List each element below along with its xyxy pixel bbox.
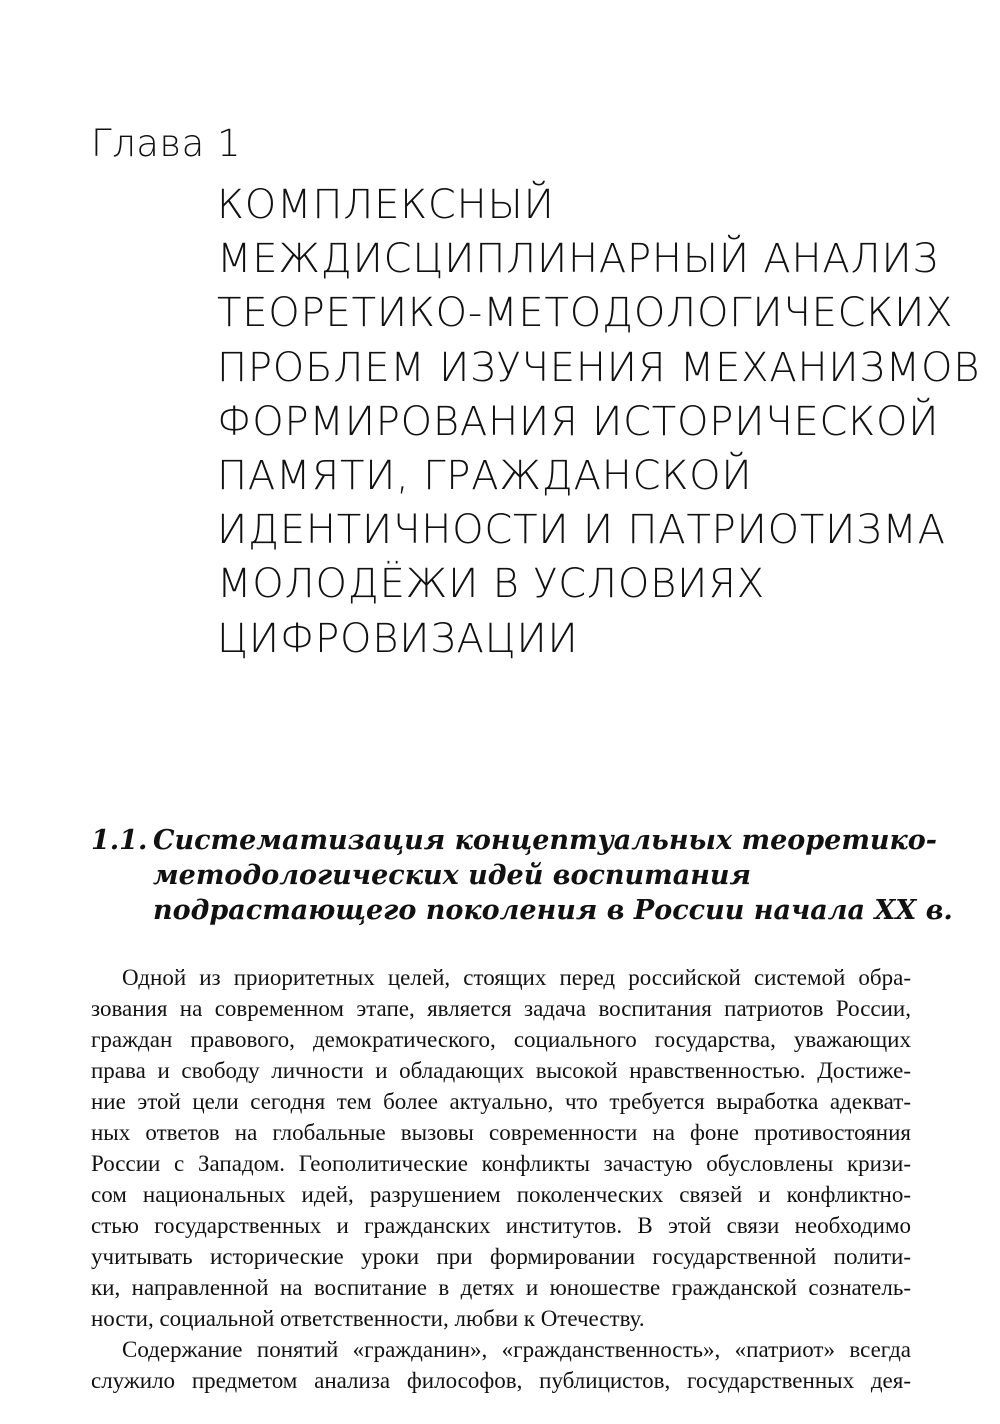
chapter-title-line: МОЛОДЁЖИ В УСЛОВИЯХ (217, 561, 765, 608)
chapter-title-line: ТЕОРЕТИКО-МЕТОДОЛОГИЧЕСКИХ (217, 290, 954, 337)
chapter-title (217, 178, 981, 666)
paragraph-1 (91, 962, 911, 1334)
text-line: Содержание понятий «гражданин», «гражданственность», «патриот» всегда (122, 1337, 911, 1362)
text-line: учитывать исторические уроки при формировании государственной полити- (91, 1244, 911, 1269)
chapter-label: Глава 1 (91, 122, 242, 165)
section-heading (91, 823, 953, 928)
body-text (91, 962, 911, 1396)
section-title-line: методологических идей воспитания (153, 860, 752, 891)
text-line: права и свободу личности и обладающих высокой нравственностью. Достиже- (91, 1058, 911, 1083)
section-title-line: Систематизация концептуальных теоретико- (153, 825, 938, 856)
text-line: России с Западом. Геополитические конфликты зачастую обусловлены кризи- (91, 1151, 911, 1176)
text-line: зования на современном этапе, является задача воспитания патриотов России, (91, 996, 911, 1021)
chapter-title-line: ЦИФРОВИЗАЦИИ (217, 615, 579, 662)
text-line: ние этой цели сегодня тем более актуально, что требуется выработка адекват- (91, 1089, 911, 1114)
chapter-title-line: ФОРМИРОВАНИЯ ИСТОРИЧЕСКОЙ (217, 398, 940, 445)
text-line: граждан правового, демократического, социального государства, уважающих (91, 1027, 911, 1052)
text-line: ки, направленной на воспитание в детях и юношестве гражданской сознатель- (91, 1275, 911, 1300)
text-line: служило предметом анализа философов, публицистов, государственных дея- (91, 1368, 911, 1393)
paragraph-2 (91, 1334, 911, 1396)
chapter-title-line: ПАМЯТИ, ГРАЖДАНСКОЙ (217, 453, 753, 500)
chapter-title-line: ПРОБЛЕМ ИЗУЧЕНИЯ МЕХАНИЗМОВ (217, 344, 981, 391)
text-line: ности, социальной ответственности, любви к Отечеству. (91, 1306, 645, 1331)
text-line: ных ответов на глобальные вызовы современности на фоне противостояния (91, 1120, 911, 1145)
text-line: сом национальных идей, разрушением поколенческих связей и конфликтно- (91, 1182, 911, 1207)
chapter-title-line: МЕЖДИСЦИПЛИНАРНЫЙ АНАЛИЗ (217, 236, 939, 283)
section-number: 1.1. (91, 825, 148, 856)
text-line: стью государственных и гражданских институтов. В этой связи необходимо (91, 1213, 911, 1238)
chapter-title-line: ИДЕНТИЧНОСТИ И ПАТРИОТИЗМА (217, 507, 946, 554)
section-title-line: подрастающего поколения в России начала XX в. (153, 895, 953, 926)
text-line: Одной из приоритетных целей, стоящих перед российской системой обра- (122, 965, 911, 990)
chapter-title-line: КОМПЛЕКСНЫЙ (217, 182, 555, 228)
